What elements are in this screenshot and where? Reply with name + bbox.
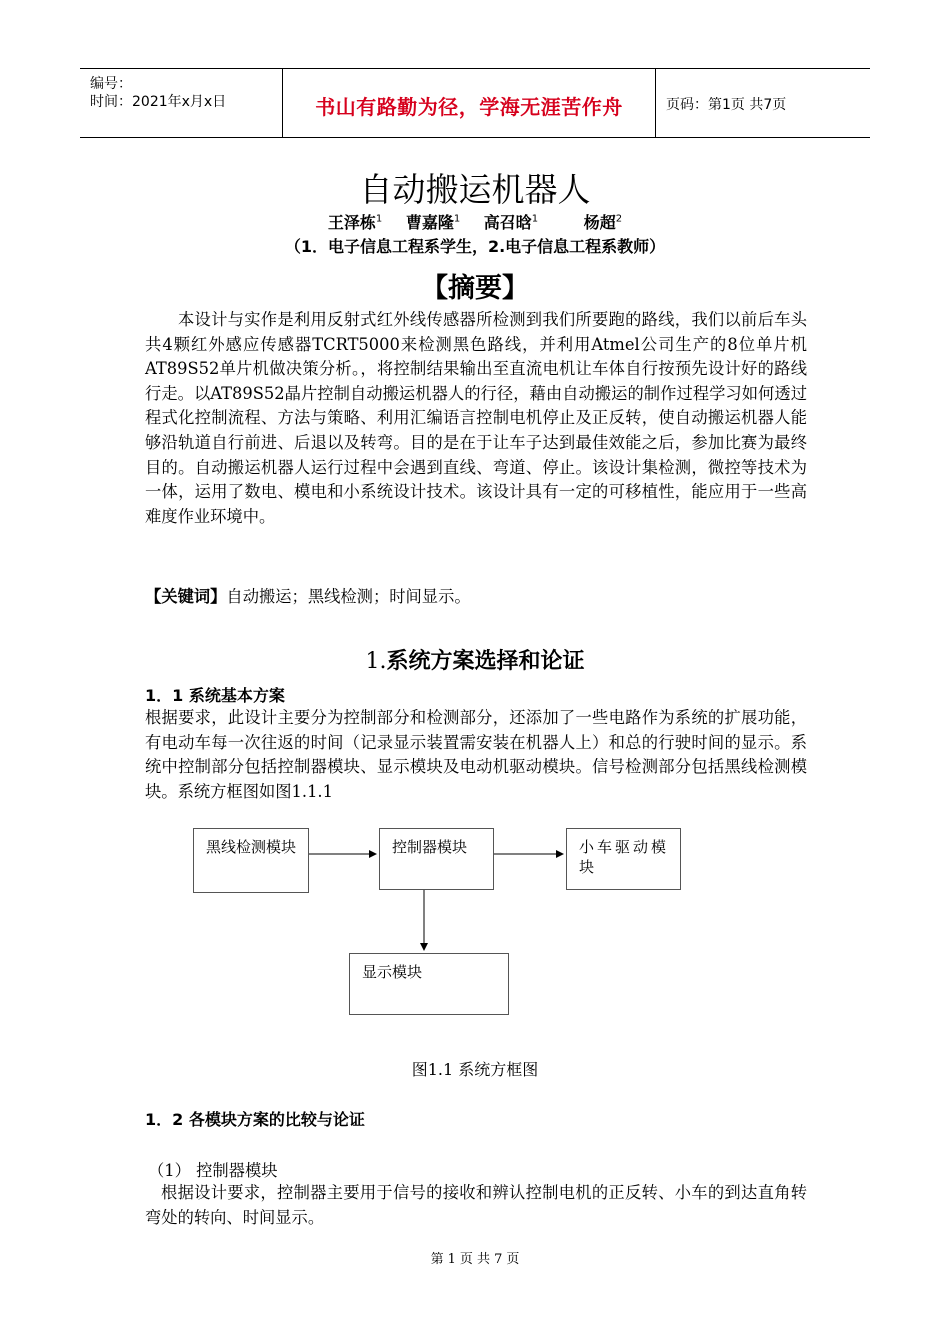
author-affil-mark: 2 [615,213,623,225]
subsection-heading: 1．2 各模块方案的比较与论证 [145,1110,365,1129]
subsection-text: 根据设计要求，控制器主要用于信号的接收和辨认控制电机的正反转、小车的到达直角转弯处的转向、时间显示。 [145,1183,807,1227]
footer-suffix: 页 [506,1252,520,1267]
author-name: 高召晗 [483,213,532,232]
author-name: 杨超 [583,213,616,232]
section-title: 系统方案选择和论证 [386,649,585,674]
diagram-box-controller: 控制器模块 [379,828,494,890]
list-item: （1） 控制器模块 [148,1161,278,1180]
subsection-heading: 1．1 系统基本方案 [145,686,285,705]
author-affil-mark: 1 [531,213,539,225]
footer-page: 1 [447,1252,456,1267]
motto: 书山有路勤为径，学海无涯苦作舟 [315,95,623,119]
diagram-box-detect: 黑线检测模块 [193,828,309,893]
author-name: 曹嘉隆 [405,213,454,232]
footer-mid: 页 共 [459,1252,491,1267]
diagram-box-drive: 小车驱动模块 [566,828,681,890]
footer-total: 7 [494,1252,503,1267]
author-name: 王泽栋 [327,213,376,232]
document-title: 自动搬运机器人 [359,170,591,209]
date-label: 时间：2021年x月x日 [90,94,227,110]
page-info: 页码：第1页 共7页 [666,97,787,113]
page-footer [0,1248,950,1267]
subsection-text: 根据要求，此设计主要分为控制部分和检测部分，还添加了一些电路作为系统的扩展功能，有电动车每一次往返的时间（记录显示装置需安装在机器人上）和总的行驶时间的显示。系统中控制部分包括控制器模块、显示模块及电动机驱动模块。信号检测部分包括黑线检测模块。系统方框图如图1.1.1 [145,708,807,801]
affiliation: （1．电子信息工程系学生，2.电子信息工程系教师） [284,237,666,256]
author-affil-mark: 1 [453,213,461,225]
abstract-text: 本设计与实作是利用反射式红外线传感器所检测到我们所要跑的路线，我们以前后车头共4颗红外感应传感器TCRT5000来检测黑色路线，并利用Atmel公司生产的8位单片机AT89S52单片机做决策分析。，将控制结果输出至直流电机让车体自行按预先设计好的路线行走。以AT89S52晶片控制自动搬运机器人的行径，藉由自动搬运的制作过程学习如何透过程式化控制流程、方法与策略、利用汇编语言控制电机停止及正反转，使自动搬运机器人能够沿轨道自行前进、后退以及转弯。目的是在于让车子达到最佳效能之后，参加比赛为最终目的。自动搬运机器人运行过程中会遇到直线、弯道、停止。该设计集检测，微控等技术为一体，运用了数电、模电和小系统设计技术。该设计具有一定的可移植性，能应用于一些高难度作业环境中。 [145,310,807,526]
figure-caption: 图1.1 系统方框图 [411,1060,539,1079]
footer-prefix: 第 [430,1252,444,1267]
number-label: 编号： [90,76,132,92]
keywords-text: 自动搬运；黑线检测；时间显示。 [226,587,471,606]
abstract-heading: 【摘要】 [421,273,529,304]
author-affil-mark: 1 [375,213,383,225]
diagram-box-display: 显示模块 [349,953,509,1015]
section-number: 1. [365,649,387,674]
keywords-label: 【关键词】 [145,587,227,606]
